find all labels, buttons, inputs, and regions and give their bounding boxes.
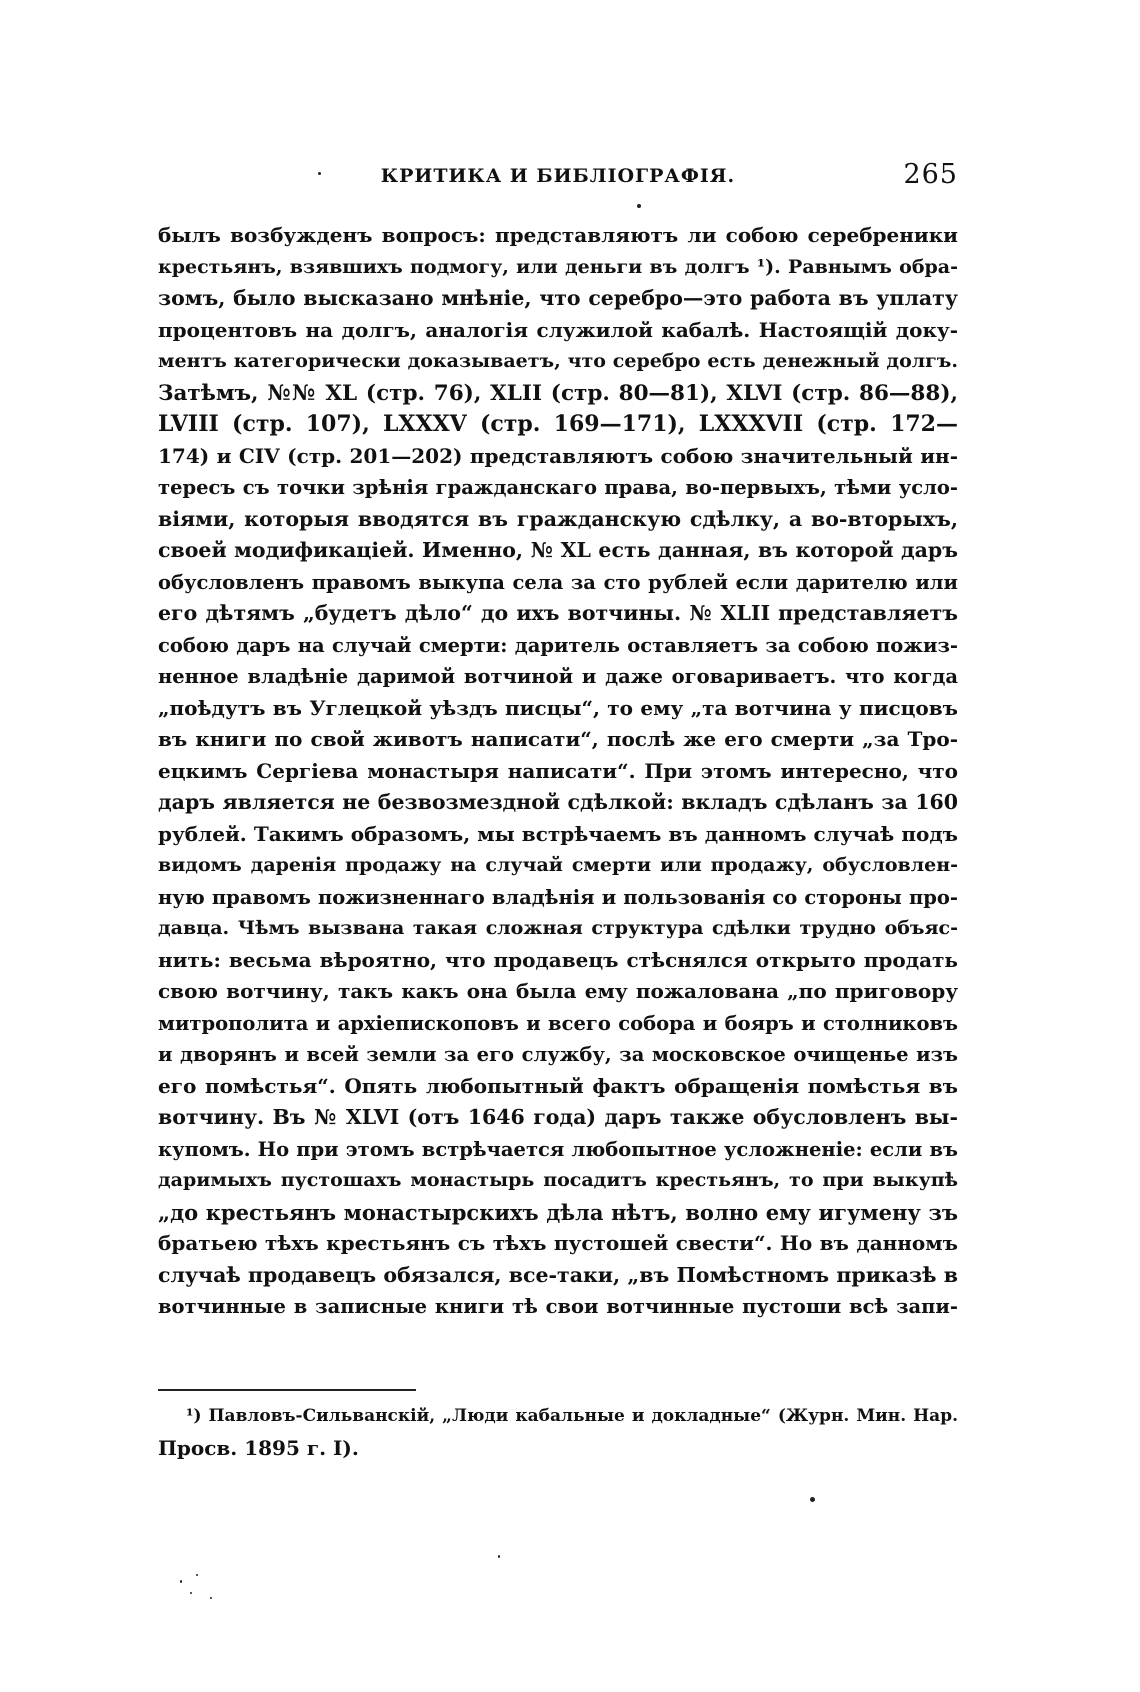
scan-speck [318,172,321,175]
text-line: въ книги по свой животъ написати“, послѣ же его смерти „за Тро- [158,727,958,751]
scan-speck [180,1580,182,1583]
footnote-line: ¹) Павловъ-Сильванскій, „Люди кабальные и докладные“ (Журн. Мин. Нар. [186,1406,958,1426]
text-line: вотчину. Въ № XLVI (отъ 1646 года) даръ также обусловленъ вы- [158,1105,958,1129]
running-title: КРИТИКА И БИБЛІОГРАФІЯ. [380,165,736,187]
footnote-line: Просв. 1895 г. I). [158,1436,359,1460]
text-line: давца. Чѣмъ вызвана такая сложная структура сдѣлки трудно объяс- [158,917,958,939]
text-line: свою вотчину, такъ какъ она была ему пожалована „по приговору [158,979,958,1003]
text-line: LVIII (стр. 107), LXXXV (стр. 169—171), LXXXVII (стр. 172— [158,411,958,437]
text-line: обусловленъ правомъ выкупа села за сто рублей если дарителю или [158,570,958,594]
text-line: даръ является не безвозмездной сдѣлкой: вкладъ сдѣланъ за 160 [158,790,958,814]
text-line: случаѣ продавецъ обязался, все-таки, „въ Помѣстномъ приказѣ в [158,1262,958,1287]
text-line: его помѣстья“. Опять любопытный фактъ обращенія помѣстья въ [158,1073,958,1098]
text-line: ненное владѣніе даримой вотчиной и даже оговариваетъ. что когда [158,665,958,688]
scan-speck [637,204,641,208]
text-line: нить: весьма вѣроятно, что продавецъ стѣснялся открыто продать [158,947,958,972]
text-line: и дворянъ и всей земли за его службу, за московское очищенье изъ [158,1043,958,1066]
text-line: купомъ. Но при этомъ встрѣчается любопытное усложненіе: если въ [158,1137,958,1161]
text-line: ментъ категорически доказываетъ, что серебро есть денежный долгъ. [158,350,958,372]
scan-speck [498,1555,500,1558]
text-line: былъ возбужденъ вопросъ: представляютъ ли собою серебреники [158,223,958,247]
text-line: братьею тѣхъ крестьянъ съ тѣхъ пустошей свести“. Но въ данномъ [158,1231,958,1255]
footnote [158,1400,958,1464]
text-line: зомъ, было высказано мнѣніе, что серебро—это работа въ уплату [158,286,958,310]
text-line: собою даръ на случай смерти: даритель оставляетъ за собою пожиз- [158,633,958,657]
running-head [158,159,958,199]
text-line: вотчинные в записные книги тѣ свои вотчинные пустоши всѣ запи- [158,1295,958,1318]
text-line: Затѣмъ, №№ XL (стр. 76), XLII (стр. 80—81), XLVI (стр. 86—88), [158,380,958,406]
scan-speck [810,1497,815,1502]
page-number: 265 [903,159,958,190]
text-line: тересъ съ точки зрѣнія гражданскаго права, во-первыхъ, тѣми усло- [158,476,958,499]
text-line: митрополита и архіепископовъ и всего собора и бояръ и столниковъ [158,1011,958,1035]
text-line: „до крестьянъ монастырскихъ дѣла нѣтъ, волно ему игумену зъ [158,1199,958,1225]
text-line: его дѣтямъ „будетъ дѣло“ до ихъ вотчины. № XLII представляетъ [158,601,958,625]
text-line: „поѣдутъ въ Углецкой уѣздъ писцы“, то ему „та вотчина у писцовъ [158,695,958,720]
text-line: віями, которыя вводятся въ гражданскую сдѣлку, а во-вторыхъ, [158,506,958,531]
text-line: своей модификаціей. Именно, № XL есть данная, въ которой даръ [158,538,958,562]
text-line: видомъ даренія продажу на случай смерти или продажу, обусловлен- [158,854,958,876]
scan-speck [210,1597,212,1599]
text-line: 174) и CIV (стр. 201—202) представляютъ собою значительный ин- [158,443,958,468]
footnote-rule [158,1389,416,1391]
text-line: ецкимъ Сергіева монастыря написати“. При этомъ интересно, что [158,758,958,783]
text-line: крестьянъ, взявшихъ подмогу, или деньги въ долгъ ¹). Равнымъ обра- [158,255,958,278]
text-line: ную правомъ пожизненнаго владѣнія и пользованія со стороны про- [158,885,958,909]
scan-speck [190,1592,192,1594]
body-text [158,220,958,1360]
text-line: рублей. Такимъ образомъ, мы встрѣчаемъ въ данномъ случаѣ подъ [158,821,958,846]
text-line: даримыхъ пустошахъ монастырь посадитъ крестьянъ, то при выкупѣ [158,1169,958,1191]
text-line: процентовъ на долгъ, аналогія служилой кабалѣ. Настоящій доку- [158,317,958,342]
scan-speck [196,1574,198,1576]
